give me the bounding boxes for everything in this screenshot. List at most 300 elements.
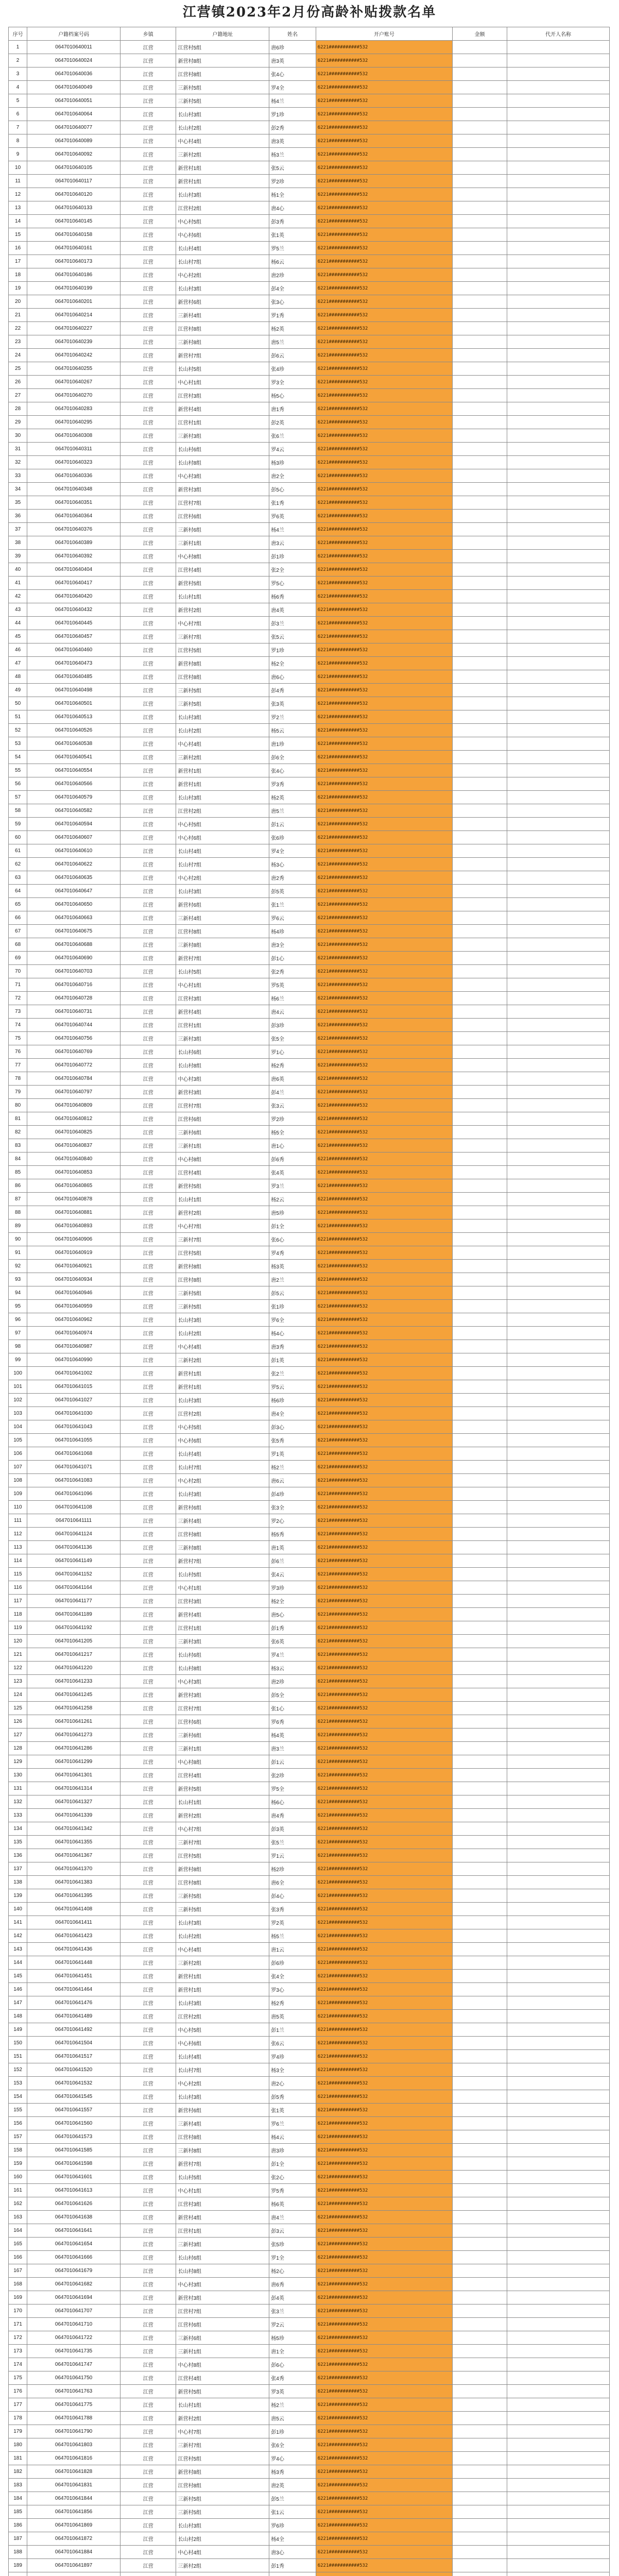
cell-address: 三新村5组 <box>176 697 269 710</box>
cell-town: 江营 <box>120 2452 176 2465</box>
cell-amount <box>452 2505 507 2519</box>
table-row <box>9 1260 610 1273</box>
cell-town: 江营 <box>120 134 176 148</box>
cell-index: 119 <box>9 1621 27 1635</box>
cell-town: 江营 <box>120 2345 176 2358</box>
cell-file-no: 0647010640756 <box>27 1032 121 1045</box>
cell-town: 江营 <box>120 2157 176 2171</box>
cell-address: 长山村3组 <box>176 1996 269 2010</box>
table-row <box>9 1662 610 1675</box>
cell-name: 杨2全 <box>269 657 316 670</box>
cell-name: 张4英 <box>269 1166 316 1179</box>
cell-town: 江营 <box>120 2037 176 2050</box>
cell-amount <box>452 1313 507 1327</box>
cell-agent <box>507 1219 610 1233</box>
cell-agent <box>507 1795 610 1809</box>
cell-agent <box>507 523 610 536</box>
cell-index: 117 <box>9 1595 27 1608</box>
cell-index: 157 <box>9 2130 27 2144</box>
table-row <box>9 925 610 938</box>
cell-account: 6221###########532 <box>316 2238 452 2251</box>
cell-agent <box>507 2358 610 2371</box>
cell-agent <box>507 2144 610 2157</box>
cell-agent <box>507 885 610 898</box>
cell-amount <box>452 1675 507 1688</box>
cell-index: 26 <box>9 376 27 389</box>
cell-amount <box>452 1836 507 1849</box>
cell-account: 6221###########532 <box>316 791 452 804</box>
cell-town: 江营 <box>120 1487 176 1501</box>
cell-file-no: 0647010641492 <box>27 2023 121 2037</box>
cell-agent <box>507 670 610 684</box>
cell-file-no: 0647010640906 <box>27 1233 121 1246</box>
table-row <box>9 657 610 670</box>
cell-agent <box>507 1728 610 1742</box>
cell-agent <box>507 1983 610 1996</box>
cell-agent <box>507 2331 610 2345</box>
cell-amount <box>452 94 507 108</box>
cell-name: 罗1全 <box>269 2251 316 2264</box>
cell-address: 江营村7组 <box>176 1702 269 1715</box>
cell-agent <box>507 2345 610 2358</box>
cell-address: 长山村2组 <box>176 1327 269 1340</box>
table-row <box>9 1380 610 1394</box>
table-row <box>9 1474 610 1487</box>
cell-amount <box>452 1635 507 1648</box>
cell-file-no: 0647010640987 <box>27 1340 121 1353</box>
cell-name: 彭6秀 <box>269 1153 316 1166</box>
cell-agent <box>507 2264 610 2278</box>
cell-address: 中心村5组 <box>176 2023 269 2037</box>
cell-account: 6221###########532 <box>316 1876 452 1889</box>
cell-name: 张1英 <box>269 228 316 242</box>
cell-name: 唐3云 <box>269 536 316 550</box>
cell-town: 江营 <box>120 2238 176 2251</box>
cell-account: 6221###########532 <box>316 777 452 791</box>
cell-town: 江营 <box>120 2130 176 2144</box>
cell-amount <box>452 2238 507 2251</box>
cell-account: 6221###########532 <box>316 1742 452 1755</box>
cell-amount <box>452 2425 507 2438</box>
cell-file-no: 0647010640840 <box>27 1153 121 1166</box>
table-row <box>9 590 610 603</box>
cell-account: 6221###########532 <box>316 1822 452 1836</box>
cell-account: 6221###########532 <box>316 1045 452 1059</box>
table-row <box>9 1528 610 1541</box>
cell-agent <box>507 1996 610 2010</box>
cell-index: 37 <box>9 523 27 536</box>
cell-index: 93 <box>9 1273 27 1286</box>
cell-index: 41 <box>9 577 27 590</box>
cell-account: 6221###########532 <box>316 1353 452 1367</box>
cell-amount <box>452 282 507 295</box>
cell-account: 6221###########532 <box>316 1702 452 1715</box>
cell-file-no: 0647010640650 <box>27 898 121 911</box>
cell-agent <box>507 215 610 228</box>
cell-town: 江营 <box>120 2412 176 2425</box>
cell-account: 6221###########532 <box>316 1246 452 1260</box>
cell-amount <box>452 402 507 416</box>
cell-agent <box>507 1635 610 1648</box>
cell-file-no: 0647010641030 <box>27 1407 121 1420</box>
table-row <box>9 1005 610 1019</box>
cell-agent <box>507 1019 610 1032</box>
cell-agent <box>507 1367 610 1380</box>
cell-file-no: 0647010640173 <box>27 255 121 268</box>
cell-name: 唐6英 <box>269 1072 316 1086</box>
cell-index: 79 <box>9 1086 27 1099</box>
cell-name: 张6全 <box>269 2438 316 2452</box>
cell-account: 6221###########532 <box>316 1728 452 1742</box>
cell-account: 6221###########532 <box>316 1809 452 1822</box>
cell-town: 江营 <box>120 2559 176 2572</box>
cell-town: 江营 <box>120 121 176 134</box>
cell-account: 6221###########532 <box>316 41 452 54</box>
cell-agent <box>507 1099 610 1112</box>
table-row <box>9 2546 610 2559</box>
cell-file-no: 0647010640946 <box>27 1286 121 1300</box>
cell-file-no: 0647010641245 <box>27 1688 121 1702</box>
cell-name: 彭1珍 <box>269 2425 316 2438</box>
cell-address: 长山村4组 <box>176 2050 269 2063</box>
cell-amount <box>452 1327 507 1340</box>
cell-file-no: 0647010640769 <box>27 1045 121 1059</box>
table-row <box>9 2063 610 2077</box>
cell-file-no: 0647010640582 <box>27 804 121 818</box>
cell-account: 6221###########532 <box>316 2479 452 2492</box>
cell-file-no: 0647010640635 <box>27 871 121 885</box>
cell-town: 江营 <box>120 1126 176 1139</box>
cell-account: 6221###########532 <box>316 1153 452 1166</box>
cell-account: 6221###########532 <box>316 1139 452 1153</box>
cell-town: 江营 <box>120 577 176 590</box>
cell-account: 6221###########532 <box>316 1447 452 1461</box>
cell-account: 6221###########532 <box>316 1501 452 1514</box>
cell-amount <box>452 510 507 523</box>
cell-town: 江营 <box>120 282 176 295</box>
cell-address: 江营村1组 <box>176 2224 269 2238</box>
cell-index: 104 <box>9 1420 27 1434</box>
cell-file-no: 0647010640201 <box>27 295 121 309</box>
cell-file-no: 0647010640962 <box>27 1313 121 1327</box>
cell-account: 6221###########532 <box>316 1849 452 1862</box>
cell-address: 新营村1组 <box>176 764 269 777</box>
cell-address: 长山村5组 <box>176 965 269 978</box>
cell-account: 6221###########532 <box>316 2412 452 2425</box>
table-row <box>9 1233 610 1246</box>
cell-town: 江营 <box>120 550 176 563</box>
cell-address: 三新村7组 <box>176 1233 269 1246</box>
cell-address: 新营村1组 <box>176 1983 269 1996</box>
cell-index: 116 <box>9 1581 27 1595</box>
cell-address: 长山村8组 <box>176 2264 269 2278</box>
cell-account: 6221###########532 <box>316 1086 452 1099</box>
table-row <box>9 1595 610 1608</box>
cell-index: 158 <box>9 2144 27 2157</box>
cell-agent <box>507 2023 610 2037</box>
cell-index: 86 <box>9 1179 27 1193</box>
cell-agent <box>507 2572 610 2576</box>
cell-account: 6221###########532 <box>316 349 452 362</box>
table-row <box>9 443 610 456</box>
cell-agent <box>507 2425 610 2438</box>
cell-amount <box>452 483 507 496</box>
cell-address: 三新村5组 <box>176 81 269 94</box>
cell-name: 张4珍 <box>269 362 316 376</box>
cell-agent <box>507 94 610 108</box>
cell-file-no: 0647010640158 <box>27 228 121 242</box>
cell-amount <box>452 2492 507 2505</box>
table-row <box>9 1461 610 1474</box>
cell-agent <box>507 2532 610 2546</box>
cell-address: 三新村4组 <box>176 309 269 322</box>
cell-index: 112 <box>9 1528 27 1541</box>
cell-account: 6221###########532 <box>316 804 452 818</box>
cell-amount <box>452 2345 507 2358</box>
cell-agent <box>507 1769 610 1782</box>
cell-account: 6221###########532 <box>316 992 452 1005</box>
cell-name: 罗2心 <box>269 1514 316 1528</box>
cell-address: 中心村4组 <box>176 737 269 751</box>
cell-index: 142 <box>9 1929 27 1943</box>
cell-address: 新营村6组 <box>176 1501 269 1514</box>
table-row <box>9 1795 610 1809</box>
cell-file-no: 0647010641788 <box>27 2412 121 2425</box>
cell-address: 三新村6组 <box>176 2331 269 2345</box>
cell-name: 罗5兰 <box>269 242 316 255</box>
table-row <box>9 898 610 911</box>
cell-town: 江营 <box>120 2023 176 2037</box>
cell-name: 罗2英 <box>269 1916 316 1929</box>
cell-agent <box>507 161 610 175</box>
cell-account: 6221###########532 <box>316 858 452 871</box>
cell-address: 中心村5组 <box>176 215 269 228</box>
cell-account: 6221###########532 <box>316 536 452 550</box>
cell-address: 新营村6组 <box>176 2104 269 2117</box>
cell-index: 182 <box>9 2465 27 2479</box>
cell-name: 罗4珍 <box>269 2050 316 2063</box>
cell-file-no: 0647010640959 <box>27 1300 121 1313</box>
cell-name: 唐3心 <box>269 2546 316 2559</box>
table-row <box>9 630 610 643</box>
cell-amount <box>452 1179 507 1193</box>
cell-name: 唐1全 <box>269 2345 316 2358</box>
table-row <box>9 268 610 282</box>
table-row <box>9 791 610 804</box>
cell-account: 6221###########532 <box>316 844 452 858</box>
table-row <box>9 1675 610 1688</box>
cell-town: 江营 <box>120 510 176 523</box>
table-row <box>9 1193 610 1206</box>
cell-amount <box>452 2224 507 2238</box>
cell-amount <box>452 2371 507 2385</box>
cell-file-no: 0647010641532 <box>27 2077 121 2090</box>
cell-town: 江营 <box>120 1554 176 1568</box>
cell-file-no: 0647010641694 <box>27 2291 121 2304</box>
cell-address: 江营村5组 <box>176 41 269 54</box>
cell-account: 6221###########532 <box>316 2117 452 2130</box>
cell-town: 江营 <box>120 2331 176 2345</box>
cell-amount <box>452 1916 507 1929</box>
cell-account: 6221###########532 <box>316 710 452 724</box>
cell-account: 6221###########532 <box>316 724 452 737</box>
table-row <box>9 1648 610 1662</box>
cell-address: 中心村2组 <box>176 2077 269 2090</box>
cell-file-no: 0647010641816 <box>27 2452 121 2465</box>
cell-file-no: 0647010640744 <box>27 1019 121 1032</box>
cell-name: 罗3秀 <box>269 777 316 791</box>
cell-town: 江营 <box>120 938 176 952</box>
table-row <box>9 362 610 376</box>
table-row <box>9 2465 610 2479</box>
cell-amount <box>452 1461 507 1474</box>
cell-index: 70 <box>9 965 27 978</box>
cell-town: 江营 <box>120 1032 176 1045</box>
cell-agent <box>507 389 610 402</box>
cell-town: 江营 <box>120 2438 176 2452</box>
table-row <box>9 2345 610 2358</box>
cell-town: 江营 <box>120 1153 176 1166</box>
cell-amount <box>452 764 507 777</box>
cell-index: 74 <box>9 1019 27 1032</box>
cell-account: 6221###########532 <box>316 1715 452 1728</box>
cell-name: 彭1秀 <box>269 2559 316 2572</box>
cell-town: 江营 <box>120 2318 176 2331</box>
cell-agent <box>507 724 610 737</box>
cell-agent <box>507 188 610 201</box>
cell-file-no: 0647010640364 <box>27 510 121 523</box>
cell-name: 张5云 <box>269 161 316 175</box>
cell-account: 6221###########532 <box>316 1019 452 1032</box>
cell-address: 新营村1组 <box>176 1970 269 1983</box>
cell-town: 江营 <box>120 1193 176 1206</box>
cell-file-no: 0647010641408 <box>27 1903 121 1916</box>
cell-file-no: 0647010641152 <box>27 1568 121 1581</box>
cell-account: 6221###########532 <box>316 2278 452 2291</box>
table-row <box>9 2050 610 2063</box>
cell-index: 120 <box>9 1635 27 1648</box>
cell-file-no: 0647010640538 <box>27 737 121 751</box>
cell-index: 159 <box>9 2157 27 2171</box>
cell-amount <box>452 1903 507 1916</box>
cell-file-no: 0647010641831 <box>27 2479 121 2492</box>
cell-account: 6221###########532 <box>316 201 452 215</box>
cell-address: 新营村7组 <box>176 349 269 362</box>
cell-name: 杨4心 <box>269 1327 316 1340</box>
cell-address: 新营村1组 <box>176 1380 269 1394</box>
cell-index: 102 <box>9 1394 27 1407</box>
cell-file-no: 0647010641844 <box>27 2492 121 2505</box>
cell-amount <box>452 710 507 724</box>
cell-index: 24 <box>9 349 27 362</box>
cell-amount <box>452 844 507 858</box>
cell-index: 63 <box>9 871 27 885</box>
table-row <box>9 510 610 523</box>
table-row <box>9 81 610 94</box>
cell-index: 177 <box>9 2398 27 2412</box>
cell-account: 6221###########532 <box>316 2090 452 2104</box>
table-row <box>9 1139 610 1153</box>
cell-file-no: 0647010640351 <box>27 496 121 510</box>
cell-index: 126 <box>9 1715 27 1728</box>
cell-name: 杨5秀 <box>269 1528 316 1541</box>
table-row <box>9 2291 610 2304</box>
cell-address: 中心村5组 <box>176 818 269 831</box>
cell-name: 唐4云 <box>269 1005 316 1019</box>
cell-address: 中心村7组 <box>176 617 269 630</box>
cell-agent <box>507 1193 610 1206</box>
cell-name: 罗2珍 <box>269 1112 316 1126</box>
cell-name: 彭5英 <box>269 885 316 898</box>
cell-name: 罗6英 <box>269 510 316 523</box>
cell-account: 6221###########532 <box>316 309 452 322</box>
cell-account: 6221###########532 <box>316 496 452 510</box>
cell-agent <box>507 1702 610 1715</box>
table-row <box>9 2559 610 2572</box>
cell-index: 141 <box>9 1916 27 1929</box>
cell-amount <box>452 456 507 469</box>
cell-index: 156 <box>9 2117 27 2130</box>
cell-agent <box>507 1380 610 1394</box>
cell-amount <box>452 1608 507 1621</box>
cell-account: 6221###########532 <box>316 1126 452 1139</box>
cell-account: 6221###########532 <box>316 643 452 657</box>
cell-agent <box>507 2184 610 2197</box>
cell-file-no: 0647010641869 <box>27 2519 121 2532</box>
cell-address: 长山村1组 <box>176 1795 269 1809</box>
cell-address: 长山村4组 <box>176 1447 269 1461</box>
cell-index: 170 <box>9 2304 27 2318</box>
cell-town: 江营 <box>120 1675 176 1688</box>
cell-file-no: 0647010640404 <box>27 563 121 577</box>
cell-address: 长山村4组 <box>176 844 269 858</box>
cell-file-no: 0647010640728 <box>27 992 121 1005</box>
cell-amount <box>452 349 507 362</box>
cell-amount <box>452 898 507 911</box>
cell-index: 175 <box>9 2371 27 2385</box>
cell-index: 139 <box>9 1889 27 1903</box>
cell-amount <box>452 791 507 804</box>
cell-account: 6221###########532 <box>316 2130 452 2144</box>
cell-address: 江营村2组 <box>176 201 269 215</box>
cell-agent <box>507 2037 610 2050</box>
cell-name: 彭1心 <box>269 952 316 965</box>
cell-index: 33 <box>9 469 27 483</box>
table-row <box>9 777 610 791</box>
table-row <box>9 1541 610 1554</box>
cell-index: 88 <box>9 1206 27 1219</box>
cell-index: 76 <box>9 1045 27 1059</box>
cell-town: 江营 <box>120 1782 176 1795</box>
cell-amount <box>452 697 507 710</box>
cell-name: 张5秀 <box>269 1434 316 1447</box>
cell-index: 103 <box>9 1407 27 1420</box>
cell-agent <box>507 2559 610 2572</box>
cell-amount <box>452 67 507 81</box>
table-row <box>9 550 610 563</box>
cell-town: 江营 <box>120 1179 176 1193</box>
cell-account: 6221###########532 <box>316 737 452 751</box>
cell-town: 江营 <box>120 777 176 791</box>
cell-name: 唐3英 <box>269 54 316 67</box>
cell-account: 6221###########532 <box>316 2546 452 2559</box>
cell-amount <box>452 2358 507 2371</box>
cell-agent <box>507 416 610 429</box>
cell-name: 唐1云 <box>269 1943 316 1956</box>
cell-address: 江营村8组 <box>176 1876 269 1889</box>
cell-address: 长山村8组 <box>176 1662 269 1675</box>
cell-amount <box>452 1728 507 1742</box>
